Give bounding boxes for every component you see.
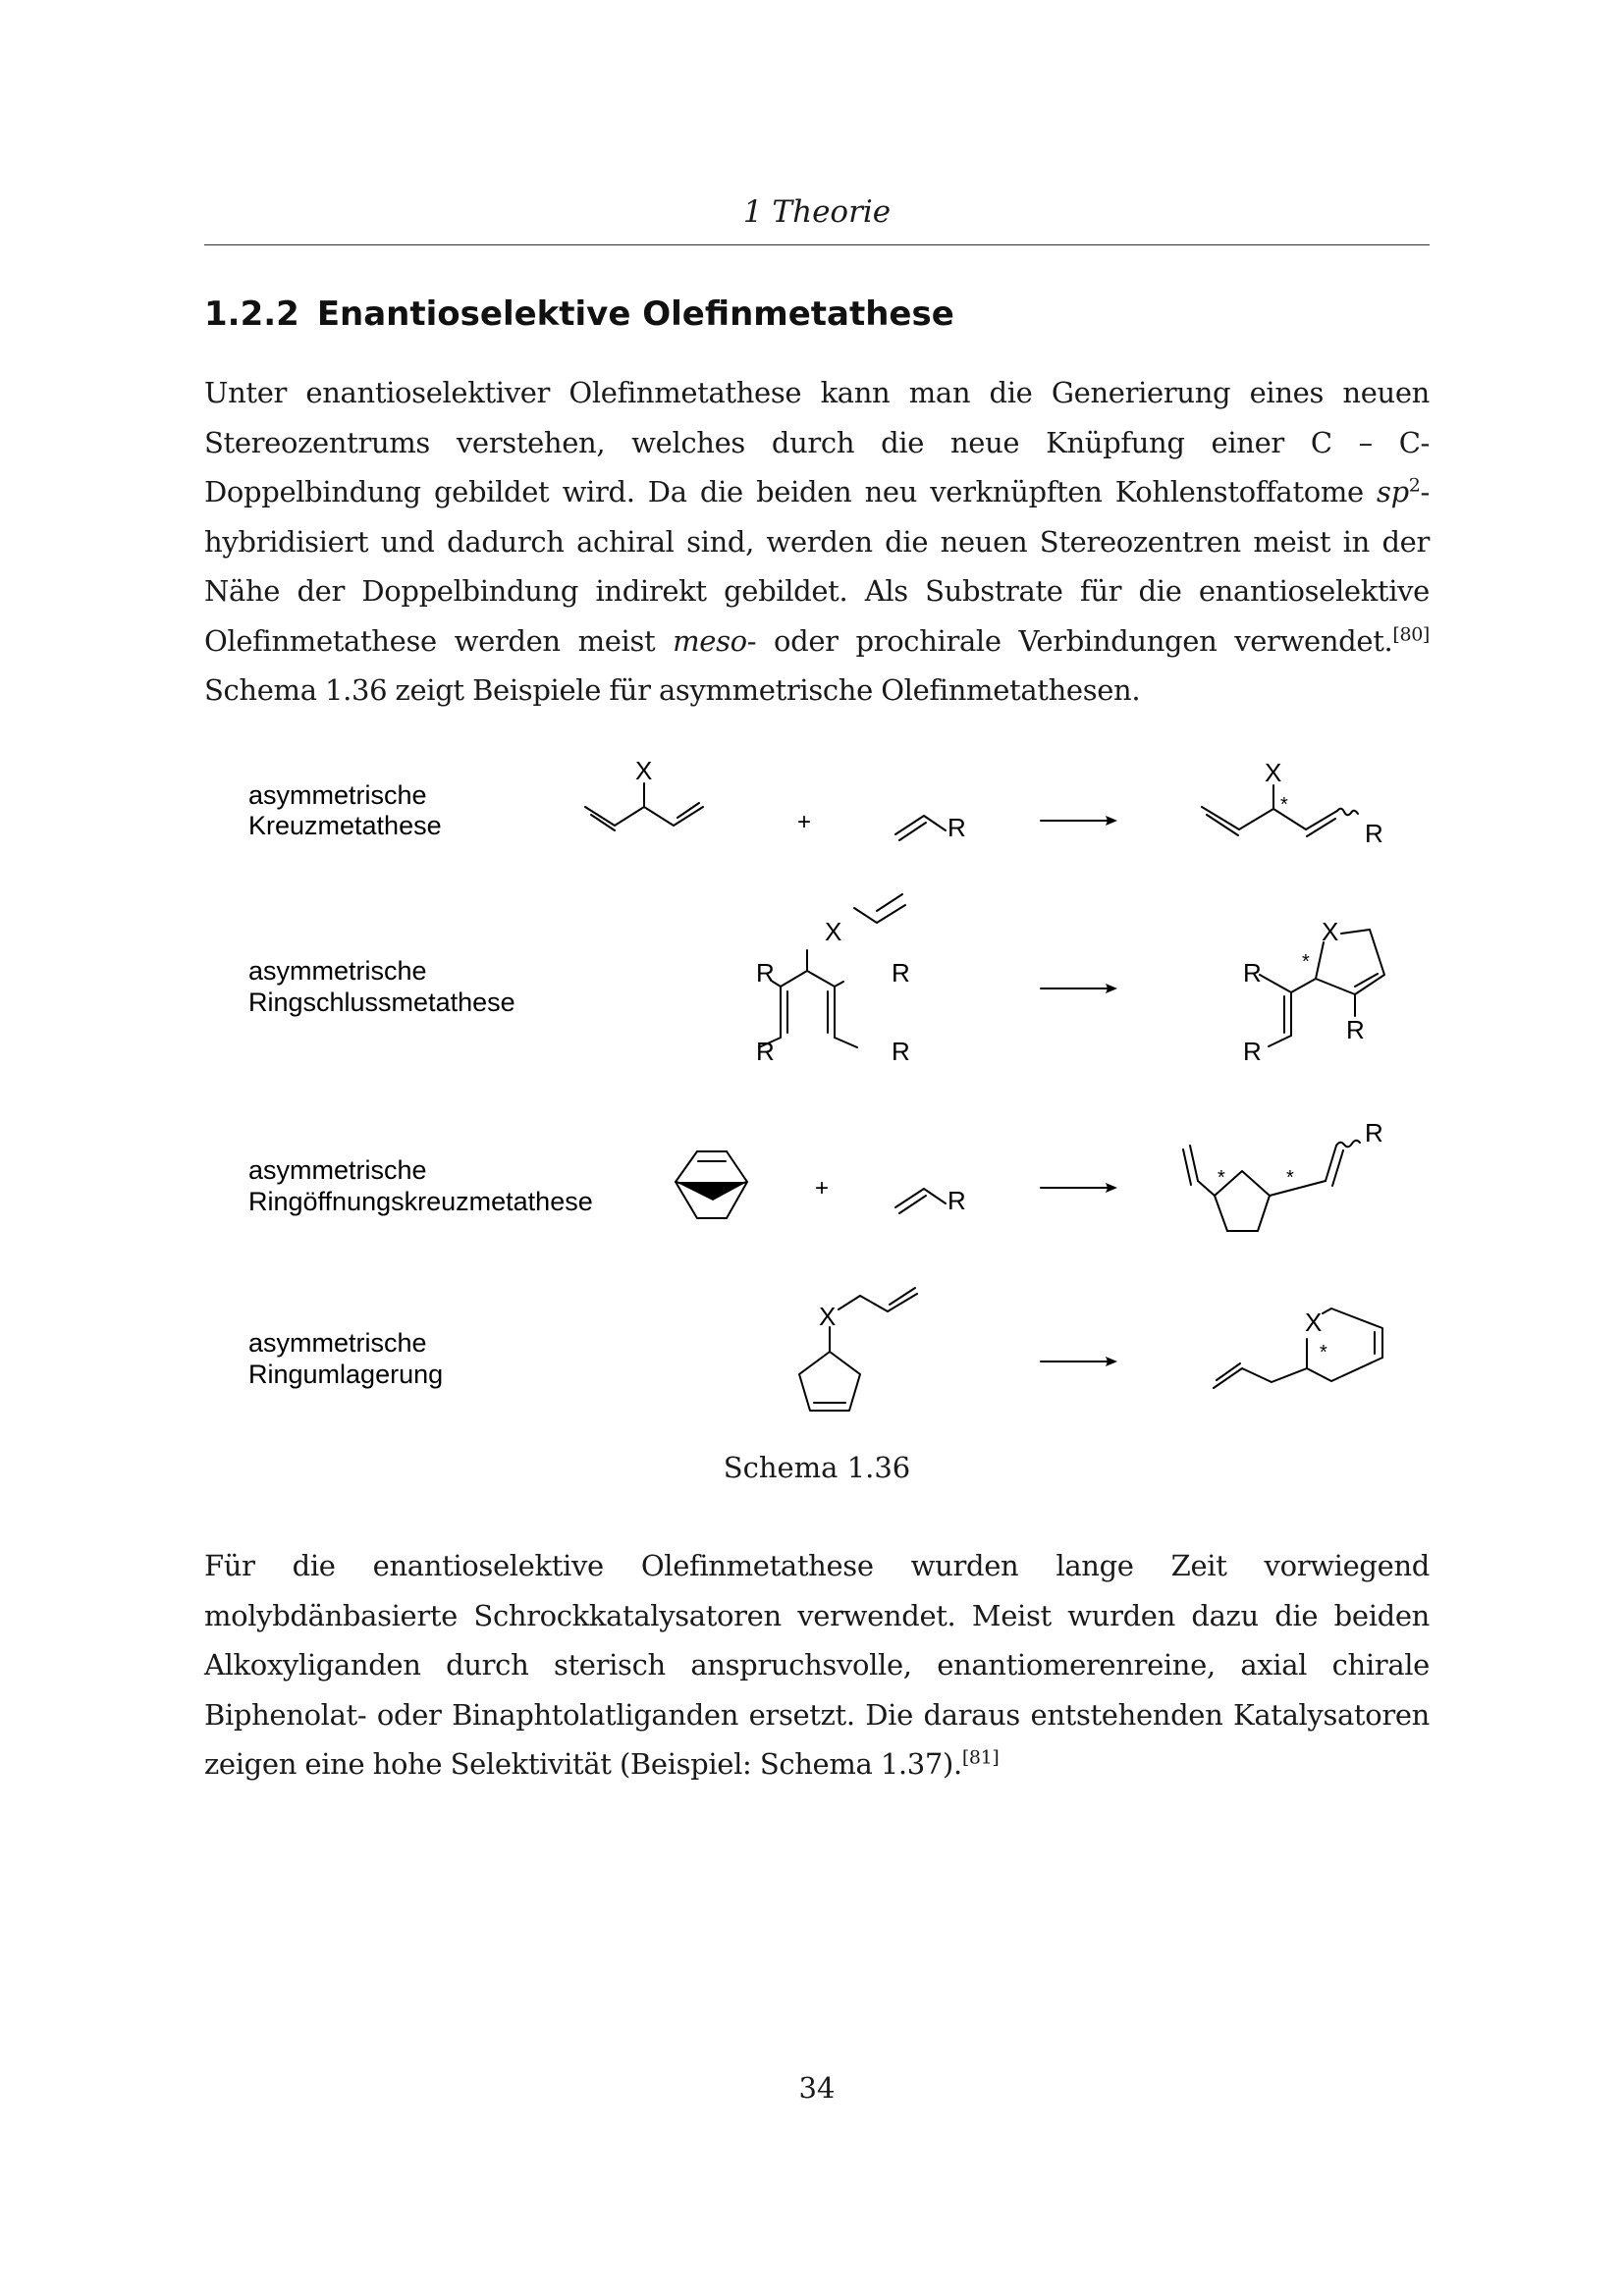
row2-product-r-lower: R xyxy=(1243,1037,1262,1066)
row4-product-x: X xyxy=(1305,1308,1323,1337)
row3-product-r: R xyxy=(1365,1118,1383,1148)
row2-x: X xyxy=(825,917,842,946)
row3-stereocenter-right: * xyxy=(1286,1167,1294,1189)
para1-sp: sp xyxy=(1377,475,1409,508)
header-rule xyxy=(204,244,1430,245)
section-heading xyxy=(204,294,954,334)
page-number: 34 xyxy=(798,2071,836,2105)
row4-x: X xyxy=(819,1302,837,1331)
row4-product xyxy=(1214,1308,1382,1388)
row2-r-upper-left: R xyxy=(756,958,775,988)
row1-x: X xyxy=(635,756,653,785)
row2-r-lower-left: R xyxy=(756,1037,775,1066)
row3-label-line2: Ringöffnungskreuzmetathese xyxy=(248,1187,593,1216)
paragraph-catalysts xyxy=(204,1541,1430,1789)
row2-product-r-upper: R xyxy=(1243,958,1262,988)
citation-80: [80] xyxy=(1392,622,1430,645)
row1-plus: + xyxy=(797,809,812,835)
paragraph-intro xyxy=(204,368,1430,716)
row4-stereocenter: * xyxy=(1320,1342,1327,1363)
row2-product-r-ring: R xyxy=(1346,1015,1365,1044)
row1-label-line1: asymmetrische xyxy=(248,780,427,810)
row1-stereocenter: * xyxy=(1280,794,1288,816)
row2-label-line1: asymmetrische xyxy=(248,956,427,986)
row2-r-lower-right: R xyxy=(892,1037,910,1066)
row1-product-r: R xyxy=(1365,819,1383,848)
row1-product-x: X xyxy=(1265,758,1282,787)
para1-text-4: Schema 1.36 zeigt Beispiele für asymmetrische Olefinmetathesen. xyxy=(204,673,1141,707)
row3-reagent-r: R xyxy=(947,1186,966,1215)
row3-alkene-reagent xyxy=(895,1189,946,1213)
para1-meso: meso xyxy=(673,623,747,658)
row1-substrate-diene xyxy=(585,783,703,830)
row3-bridge-wedge xyxy=(676,1182,747,1201)
section-title-text: Enantioselektive Olefinmetathese xyxy=(316,294,954,334)
para2-text: Für die enantioselektive Olefinmetathese wurden lange Zeit vorwiegend molybdänbasierte Schrockkatalysatoren verwendet. Meist wurden dazu die beiden Alkoxyliganden durch sterisch anspruchsvolle, enantiomerenreine, axial chirale Biphenolat- oder Binaphtolatliganden ersetzt. Die daraus entstehenden Katalysatoren zeigen eine hohe Selektivität (Beispiel: Schema 1.37). xyxy=(204,1549,1430,1781)
row3-stereocenter-left: * xyxy=(1218,1167,1225,1189)
para1-text-3: - oder prochirale Verbindungen verwendet. xyxy=(746,623,1393,658)
row1-reagent-r: R xyxy=(947,813,966,842)
reaction-scheme xyxy=(204,746,1430,1472)
row2-stereocenter: * xyxy=(1302,951,1310,973)
section-number: 1.2.2 xyxy=(204,294,299,334)
row3-product xyxy=(1183,1141,1360,1231)
citation-81: [81] xyxy=(961,1746,1000,1769)
para1-text-1: Unter enantioselektiver Olefinmetathese kann man die Generierung eines neuen Stereozentrums verstehen, welches durch die neue Knüpfung einer C – C-Doppelbindung gebildet wird. Da die beiden neu verknüpften Kohlenstoffatome xyxy=(204,376,1430,508)
row2-product xyxy=(1260,930,1384,1046)
para1-sup: 2 xyxy=(1408,474,1421,497)
row2-r-upper-right: R xyxy=(892,958,910,988)
row4-substrate xyxy=(799,1288,917,1411)
running-header: 1 Theorie xyxy=(742,194,892,230)
row2-product-x: X xyxy=(1322,917,1339,946)
row1-label-line2: Kreuzmetathese xyxy=(248,811,442,840)
row3-label-line1: asymmetrische xyxy=(248,1155,427,1185)
row4-label-line1: asymmetrische xyxy=(248,1328,427,1358)
row2-label-line2: Ringschlussmetathese xyxy=(248,988,515,1017)
row3-plus: + xyxy=(815,1175,830,1201)
scheme-caption: Schema 1.36 xyxy=(723,1451,911,1484)
row4-label-line2: Ringumlagerung xyxy=(248,1360,444,1389)
row1-alkene-reagent xyxy=(895,816,946,840)
para1-text-2: -hybridisiert und dadurch achiral sind, werden die neuen Stereozentren meist in der Nähe der Doppelbindung indirekt gebildet. Als Substrate für die enantioselektive Olefinmetathese werden meist xyxy=(204,475,1430,658)
